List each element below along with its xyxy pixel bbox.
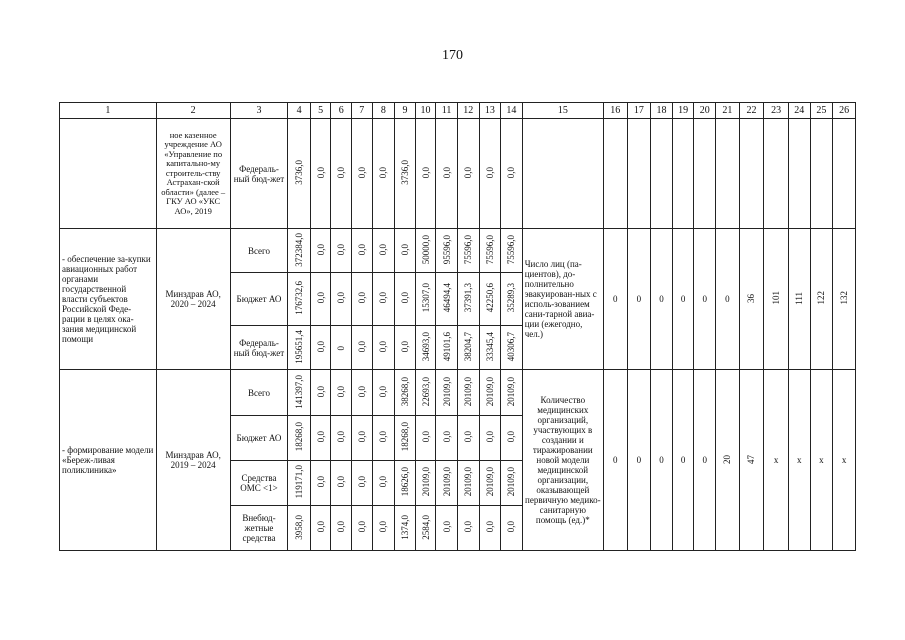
amount-cell (352, 416, 373, 461)
cell-value: 0,0 (463, 521, 474, 533)
amount-cell (501, 326, 523, 370)
target-cell (833, 119, 856, 229)
amount-cell (436, 119, 458, 229)
cell-value: 33345,4 (484, 331, 495, 362)
cell-value: 132 (839, 291, 850, 305)
target-cell: x (810, 370, 833, 551)
cell-value: 0,0 (315, 476, 326, 488)
column-header: 13 (479, 103, 501, 119)
amount-cell (479, 461, 501, 506)
amount-cell (395, 273, 416, 326)
cell-value: 0,0 (315, 243, 326, 256)
cell-value: 0,0 (336, 385, 347, 398)
cell-value: 20109,0 (506, 467, 517, 497)
funding-source: Средства ОМС <1> (230, 461, 288, 506)
cell-value: 36 (746, 293, 757, 303)
cell-value: 195651,4 (294, 329, 305, 364)
cell-value: 47 (746, 454, 757, 464)
cell-value: 0,0 (441, 166, 452, 179)
amount-cell (479, 229, 501, 273)
amount-cell (501, 506, 523, 551)
amount-cell (372, 416, 395, 461)
amount-cell (479, 506, 501, 551)
target-cell: 0 (627, 229, 651, 370)
cell-value: 40306,7 (506, 331, 517, 362)
column-header: 19 (672, 103, 694, 119)
target-cell (672, 119, 694, 229)
column-header: 24 (788, 103, 810, 119)
page-number: 170 (442, 48, 463, 63)
amount-cell (352, 273, 373, 326)
cell-value: 0,0 (356, 431, 367, 443)
column-header: 18 (651, 103, 673, 119)
target-cell (810, 119, 833, 229)
cell-value: 0,0 (378, 340, 389, 353)
amount-cell (395, 326, 416, 370)
amount-cell (372, 229, 395, 273)
amount-cell (501, 273, 523, 326)
amount-cell (331, 326, 352, 370)
cell-value: 0,0 (315, 340, 326, 353)
target-cell: 0 (627, 370, 651, 551)
amount-cell (331, 370, 352, 416)
amount-cell (395, 461, 416, 506)
amount-cell (331, 506, 352, 551)
cell-value: 0,0 (356, 385, 367, 398)
amount-cell (415, 506, 436, 551)
cell-value: 0,0 (336, 292, 347, 304)
cell-value: 20109,0 (463, 376, 474, 407)
amount-cell (395, 229, 416, 273)
column-header: 11 (436, 103, 458, 119)
column-header: 1 (60, 103, 157, 119)
column-header: 12 (457, 103, 479, 119)
funding-source: Бюджет АО (230, 416, 288, 461)
cell-value: 75596,0 (463, 234, 474, 265)
target-cell (833, 229, 856, 370)
amount-cell (457, 506, 479, 551)
amount-cell (288, 416, 311, 461)
program-table (59, 102, 856, 551)
cell-value: 18268,0 (399, 422, 410, 452)
cell-value: 2584,0 (420, 514, 431, 540)
responsible: ное казенное учреждение АО «Управление по капитально-му строитель-ству Астрахан-ской области» (далее – ГКУ АО «УКС АО», 2019 (156, 119, 230, 229)
cell-value: 20 (722, 454, 733, 464)
cell-value: 3736,0 (294, 160, 305, 185)
cell-value: 0,0 (484, 166, 495, 179)
target-cell: 0 (651, 229, 673, 370)
column-header: 20 (694, 103, 716, 119)
cell-value: 0,0 (315, 385, 326, 398)
amount-cell (310, 461, 331, 506)
cell-value: 0,0 (463, 166, 474, 179)
measure-name: - обеспечение за-купки авиационных работ органами государственной власти субъектов Российской Феде-рации в целях ока-зания медицинской помощи (60, 229, 157, 370)
amount-cell (457, 326, 479, 370)
column-header: 23 (764, 103, 789, 119)
amount-cell (372, 273, 395, 326)
amount-cell (352, 119, 373, 229)
column-header: 14 (501, 103, 523, 119)
amount-cell (457, 119, 479, 229)
amount-cell (457, 229, 479, 273)
amount-cell (395, 416, 416, 461)
amount-cell (436, 416, 458, 461)
target-cell (810, 229, 833, 370)
amount-cell (436, 370, 458, 416)
amount-cell (395, 119, 416, 229)
amount-cell (436, 273, 458, 326)
cell-value: 0,0 (336, 166, 347, 179)
amount-cell (501, 119, 523, 229)
amount-cell (288, 326, 311, 370)
cell-value: 0,0 (356, 243, 367, 256)
cell-value: 0,0 (506, 431, 517, 443)
amount-cell (415, 273, 436, 326)
amount-cell (372, 370, 395, 416)
cell-value: 38268,0 (399, 376, 410, 407)
column-header: 3 (230, 103, 288, 119)
amount-cell (501, 370, 523, 416)
cell-value: 15307,0 (420, 283, 431, 313)
cell-value: 0 (336, 346, 347, 351)
target-cell (739, 119, 764, 229)
cell-value: 22693,0 (420, 376, 431, 407)
target-cell (739, 229, 764, 370)
target-cell: 0 (694, 229, 716, 370)
cell-value: 20109,0 (441, 467, 452, 497)
amount-cell (501, 461, 523, 506)
cell-value: 18268,0 (294, 422, 305, 452)
column-header: 16 (603, 103, 627, 119)
cell-value: 141397,0 (294, 374, 305, 409)
funding-source: Федераль-ный бюд-жет (230, 326, 288, 370)
amount-cell (310, 326, 331, 370)
column-header: 10 (415, 103, 436, 119)
amount-cell (310, 506, 331, 551)
cell-value: 0,0 (378, 385, 389, 398)
amount-cell (352, 370, 373, 416)
column-header: 4 (288, 103, 311, 119)
amount-cell (436, 326, 458, 370)
cell-value: 101 (771, 291, 782, 305)
cell-value: 0,0 (399, 292, 410, 304)
target-cell: 0 (603, 229, 627, 370)
column-header: 5 (310, 103, 331, 119)
cell-value: 20109,0 (506, 376, 517, 407)
amount-cell (415, 119, 436, 229)
target-cell: 0 (716, 229, 740, 370)
table-row (60, 229, 856, 273)
target-cell: x (833, 370, 856, 551)
funding-source: Внебюд-жетные средства (230, 506, 288, 551)
amount-cell (457, 273, 479, 326)
amount-cell (372, 119, 395, 229)
cell-value: 20109,0 (484, 376, 495, 407)
amount-cell (331, 229, 352, 273)
amount-cell (310, 416, 331, 461)
cell-value: 75596,0 (484, 234, 495, 265)
cell-value: 0,0 (315, 292, 326, 304)
cell-value: 38204,7 (463, 331, 474, 362)
amount-cell (415, 326, 436, 370)
indicator (522, 119, 603, 229)
table-row (60, 119, 856, 229)
target-cell (788, 229, 810, 370)
cell-value: 18626,0 (399, 467, 410, 497)
target-cell (716, 370, 740, 551)
cell-value: 0,0 (399, 340, 410, 353)
amount-cell (436, 229, 458, 273)
target-cell: 0 (603, 370, 627, 551)
column-header: 6 (331, 103, 352, 119)
cell-value: 176732,6 (294, 281, 305, 315)
cell-value: 0,0 (336, 521, 347, 533)
target-cell: x (788, 370, 810, 551)
target-cell (788, 119, 810, 229)
cell-value: 0,0 (315, 166, 326, 179)
amount-cell (288, 229, 311, 273)
cell-value: 75596,0 (506, 234, 517, 265)
amount-cell (352, 326, 373, 370)
amount-cell (436, 461, 458, 506)
target-cell: 0 (672, 370, 694, 551)
cell-value: 0,0 (378, 166, 389, 179)
amount-cell (288, 273, 311, 326)
amount-cell (352, 461, 373, 506)
amount-cell (415, 370, 436, 416)
amount-cell (457, 416, 479, 461)
cell-value: 0,0 (463, 431, 474, 443)
column-header: 8 (372, 103, 395, 119)
amount-cell (331, 119, 352, 229)
funding-source: Федераль-ный бюд-жет (230, 119, 288, 229)
cell-value: 95596,0 (441, 234, 452, 265)
cell-value: 50000,0 (420, 234, 431, 265)
cell-value: 34693,0 (420, 331, 431, 362)
measure-name: - формирование модели «Береж-ливая поликлиника» (60, 370, 157, 551)
amount-cell (288, 370, 311, 416)
amount-cell (457, 461, 479, 506)
amount-cell (310, 119, 331, 229)
column-header: 15 (522, 103, 603, 119)
column-header: 26 (833, 103, 856, 119)
column-header: 17 (627, 103, 651, 119)
cell-value: 3958,0 (294, 514, 305, 540)
cell-value: 122 (816, 291, 827, 305)
cell-value: 1374,0 (399, 514, 410, 540)
amount-cell (415, 229, 436, 273)
cell-value: 46494,4 (441, 283, 452, 313)
amount-cell (436, 506, 458, 551)
cell-value: 49101,6 (441, 331, 452, 362)
cell-value: 0,0 (484, 431, 495, 443)
funding-source: Бюджет АО (230, 273, 288, 326)
cell-value: 37391,3 (463, 283, 474, 313)
target-cell: x (764, 370, 789, 551)
amount-cell (372, 461, 395, 506)
cell-value: 0,0 (315, 431, 326, 443)
cell-value: 0,0 (420, 431, 431, 443)
cell-value: 372384,0 (294, 232, 305, 267)
amount-cell (479, 416, 501, 461)
cell-value: 0,0 (356, 521, 367, 533)
column-header: 21 (716, 103, 740, 119)
cell-value: 0,0 (356, 292, 367, 304)
indicator: Число лиц (па-циентов), до-полнительно эвакуирован-ных с исполь-зованием сани-тарной авиа-ции (ежегодно, чел.) (522, 229, 603, 370)
column-header: 7 (352, 103, 373, 119)
cell-value: 0,0 (378, 476, 389, 488)
amount-cell (457, 370, 479, 416)
cell-value: 0,0 (441, 431, 452, 443)
cell-value: 119171,0 (294, 465, 305, 499)
amount-cell (331, 273, 352, 326)
cell-value: 20109,0 (420, 467, 431, 497)
cell-value: 0,0 (441, 521, 452, 533)
cell-value: 20109,0 (463, 467, 474, 497)
cell-value: 0,0 (336, 243, 347, 256)
target-cell (627, 119, 651, 229)
target-cell: 0 (651, 370, 673, 551)
cell-value: 3736,0 (399, 160, 410, 185)
amount-cell (288, 461, 311, 506)
amount-cell (501, 229, 523, 273)
amount-cell (352, 229, 373, 273)
target-cell: 0 (672, 229, 694, 370)
measure-name (60, 119, 157, 229)
indicator: Количество медицинских организаций, участвующих в создании и тиражировании новой модели медицинской организации, оказывающей первичную медико-санитарную помощь (ед.)* (522, 370, 603, 551)
amount-cell (479, 326, 501, 370)
cell-value: 0,0 (506, 521, 517, 533)
amount-cell (395, 506, 416, 551)
amount-cell (479, 119, 501, 229)
cell-value: 20109,0 (441, 376, 452, 407)
amount-cell (288, 506, 311, 551)
cell-value: 0,0 (336, 476, 347, 488)
amount-cell (331, 416, 352, 461)
amount-cell (395, 370, 416, 416)
amount-cell (372, 506, 395, 551)
target-cell (739, 370, 764, 551)
amount-cell (415, 416, 436, 461)
column-header: 2 (156, 103, 230, 119)
cell-value: 0,0 (356, 166, 367, 179)
amount-cell (310, 229, 331, 273)
column-header: 25 (810, 103, 833, 119)
cell-value: 0,0 (378, 292, 389, 304)
target-cell (764, 119, 789, 229)
cell-value: 0,0 (356, 476, 367, 488)
cell-value: 111 (794, 291, 805, 305)
amount-cell (310, 273, 331, 326)
cell-value: 0,0 (399, 243, 410, 256)
cell-value: 0,0 (484, 521, 495, 533)
cell-value: 0,0 (378, 521, 389, 533)
target-cell (716, 119, 740, 229)
amount-cell (310, 370, 331, 416)
table-row (60, 103, 856, 119)
amount-cell (479, 273, 501, 326)
target-cell: 0 (694, 370, 716, 551)
responsible: Минздрав АО, 2020 – 2024 (156, 229, 230, 370)
responsible: Минздрав АО, 2019 – 2024 (156, 370, 230, 551)
amount-cell (479, 370, 501, 416)
amount-cell (331, 461, 352, 506)
column-header: 9 (395, 103, 416, 119)
amount-cell (501, 416, 523, 461)
cell-value: 0,0 (506, 166, 517, 179)
amount-cell (372, 326, 395, 370)
amount-cell (415, 461, 436, 506)
target-cell (651, 119, 673, 229)
cell-value: 20109,0 (484, 467, 495, 497)
target-cell (764, 229, 789, 370)
cell-value: 0,0 (378, 243, 389, 256)
target-cell (603, 119, 627, 229)
cell-value: 42250,6 (484, 283, 495, 313)
column-header: 22 (739, 103, 764, 119)
amount-cell (352, 506, 373, 551)
cell-value: 0,0 (356, 340, 367, 353)
target-cell (694, 119, 716, 229)
funding-source: Всего (230, 229, 288, 273)
cell-value: 0,0 (336, 431, 347, 443)
funding-source: Всего (230, 370, 288, 416)
cell-value: 0,0 (420, 166, 431, 179)
cell-value: 35289,3 (506, 283, 517, 313)
cell-value: 0,0 (315, 521, 326, 533)
cell-value: 0,0 (378, 431, 389, 443)
amount-cell (288, 119, 311, 229)
table-row (60, 370, 856, 416)
